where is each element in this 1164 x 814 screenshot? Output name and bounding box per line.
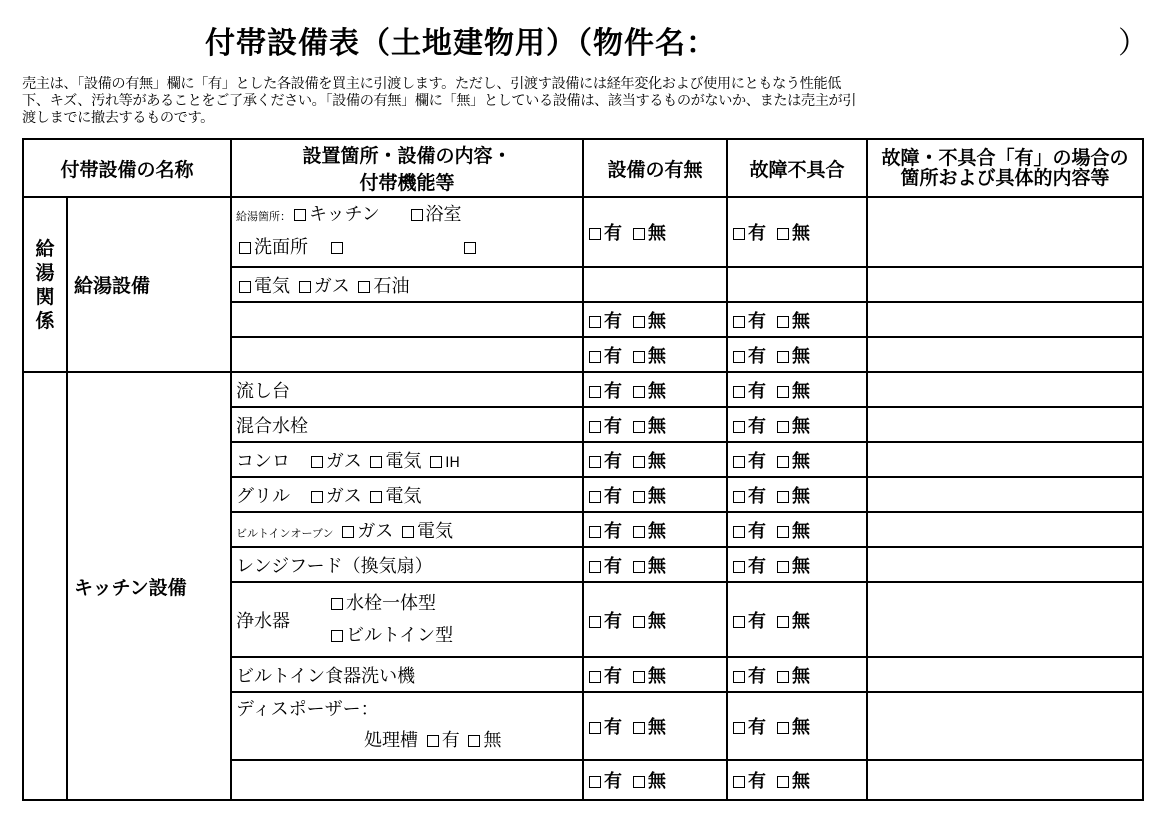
kitchen-sink: 流し台: [231, 372, 583, 407]
kitchen-disposer: ディスポーザー： 処理槽 有 無: [231, 692, 583, 760]
header-fault: 故障不具合: [727, 139, 867, 197]
presence-cell[interactable]: 有 無: [583, 302, 727, 337]
intro-line: 売主は、「設備の有無」欄に「有」とした各設備を買主に引渡します。ただし、引渡す設備には経年変化および使用にともなう性能低: [22, 76, 842, 92]
detail-cell[interactable]: [867, 547, 1143, 582]
header-row: [23, 139, 1143, 197]
presence-cell[interactable]: 有 無: [583, 512, 727, 547]
category-hot-water: 給 湯 関 係: [23, 197, 67, 372]
presence-cell[interactable]: 有 無: [583, 407, 727, 442]
desc-cell-empty[interactable]: [231, 337, 583, 372]
kitchen-hood: レンジフード（換気扇）: [231, 547, 583, 582]
kitchen-grill: グリル ガス 電気: [231, 477, 583, 512]
checkbox[interactable]: [331, 598, 343, 610]
detail-cell[interactable]: [867, 267, 1143, 302]
checkbox[interactable]: [331, 242, 343, 254]
presence-cell[interactable]: 有 無: [583, 657, 727, 692]
fault-cell[interactable]: 有 無: [727, 760, 867, 800]
hot-water-location: 給湯箇所： キッチン 浴室 洗面所: [231, 197, 583, 267]
header-name: 付帯設備の名称: [23, 139, 231, 197]
checkbox[interactable]: [342, 526, 354, 538]
checkbox[interactable]: [370, 456, 382, 468]
fault-cell[interactable]: [727, 267, 867, 302]
title-close-paren: ）: [1118, 26, 1148, 61]
detail-cell[interactable]: [867, 337, 1143, 372]
fault-cell[interactable]: 有 無: [727, 337, 867, 372]
intro-line: 渡しまでに撤去するものです。: [22, 110, 214, 126]
fault-cell[interactable]: 有 無: [727, 477, 867, 512]
presence-cell[interactable]: 有 無: [583, 692, 727, 760]
kitchen-dishwasher: ビルトイン食器洗い機: [231, 657, 583, 692]
fault-cell[interactable]: 有 無: [727, 197, 867, 267]
presence-cell[interactable]: 有 無: [583, 197, 727, 267]
checkbox[interactable]: [294, 209, 306, 221]
detail-cell[interactable]: [867, 512, 1143, 547]
detail-cell[interactable]: [867, 442, 1143, 477]
checkbox[interactable]: [239, 242, 251, 254]
detail-cell[interactable]: [867, 477, 1143, 512]
intro-text: [22, 76, 1147, 127]
detail-cell[interactable]: [867, 582, 1143, 657]
fault-cell[interactable]: 有 無: [727, 302, 867, 337]
fault-cell[interactable]: 有 無: [727, 692, 867, 760]
detail-cell[interactable]: [867, 372, 1143, 407]
equipment-hot-water: 給湯設備: [67, 197, 231, 372]
hot-water-fuel: 電気 ガス 石油: [231, 267, 583, 302]
checkbox[interactable]: [468, 735, 480, 747]
header-presence: 設備の有無: [583, 139, 727, 197]
checkbox[interactable]: [311, 456, 323, 468]
kitchen-stove: コンロ ガス 電気 IH: [231, 442, 583, 477]
detail-cell[interactable]: [867, 407, 1143, 442]
fault-cell[interactable]: 有 無: [727, 547, 867, 582]
fault-cell[interactable]: 有 無: [727, 442, 867, 477]
header-location-line2: 付帯機能等: [359, 172, 455, 194]
detail-cell[interactable]: [867, 302, 1143, 337]
fault-cell[interactable]: 有 無: [727, 657, 867, 692]
equipment-kitchen: キッチン設備: [67, 372, 231, 800]
intro-line: 下、キズ、汚れ等があることをご了承ください。「設備の有無」欄に「無」としている設備は、該当するものがないか、または売主が引: [22, 93, 857, 109]
header-location-line1: 設置箇所・設備の内容・: [302, 145, 512, 167]
detail-cell[interactable]: [867, 760, 1143, 800]
category-kitchen: [23, 372, 67, 800]
checkbox[interactable]: [311, 491, 323, 503]
checkbox[interactable]: [402, 526, 414, 538]
checkbox[interactable]: [358, 281, 370, 293]
checkbox[interactable]: [427, 735, 439, 747]
header-detail-line1: 故障・不具合「有」の場合の: [881, 147, 1129, 169]
checkbox[interactable]: [299, 281, 311, 293]
header-detail: [867, 139, 1143, 197]
desc-cell-empty[interactable]: [231, 302, 583, 337]
checkbox[interactable]: [239, 281, 251, 293]
presence-cell[interactable]: 有 無: [583, 547, 727, 582]
kitchen-purifier: 浄水器 水栓一体型 ビルトイン型: [231, 582, 583, 657]
fault-cell[interactable]: 有 無: [727, 372, 867, 407]
detail-cell[interactable]: [867, 657, 1143, 692]
checkbox[interactable]: [331, 630, 343, 642]
equipment-table: [22, 138, 1144, 801]
detail-cell[interactable]: [867, 692, 1143, 760]
page-title: 付帯設備表（土地建物用）（物件名：: [205, 26, 717, 61]
presence-cell[interactable]: 有 無: [583, 582, 727, 657]
presence-cell[interactable]: 有 無: [583, 760, 727, 800]
checkbox[interactable]: [464, 242, 476, 254]
detail-cell[interactable]: [867, 197, 1143, 267]
fault-cell[interactable]: 有 無: [727, 407, 867, 442]
presence-cell[interactable]: 有 無: [583, 337, 727, 372]
presence-cell[interactable]: 有 無: [583, 372, 727, 407]
desc-cell-empty[interactable]: [231, 760, 583, 800]
presence-cell[interactable]: 有 無: [583, 442, 727, 477]
title-bar: [0, 18, 1164, 62]
table-row: [23, 197, 1143, 267]
header-location: [231, 139, 583, 197]
table-row: [23, 372, 1143, 407]
fault-cell[interactable]: 有 無: [727, 582, 867, 657]
checkbox[interactable]: [411, 209, 423, 221]
presence-cell[interactable]: [583, 267, 727, 302]
kitchen-faucet: 混合水栓: [231, 407, 583, 442]
presence-cell[interactable]: 有 無: [583, 477, 727, 512]
fault-cell[interactable]: 有 無: [727, 512, 867, 547]
checkbox[interactable]: [370, 491, 382, 503]
kitchen-oven: ビルトインオーブン ガス 電気: [231, 512, 583, 547]
checkbox[interactable]: [430, 456, 442, 468]
header-detail-line2: 箇所および具体的内容等: [900, 167, 1110, 189]
